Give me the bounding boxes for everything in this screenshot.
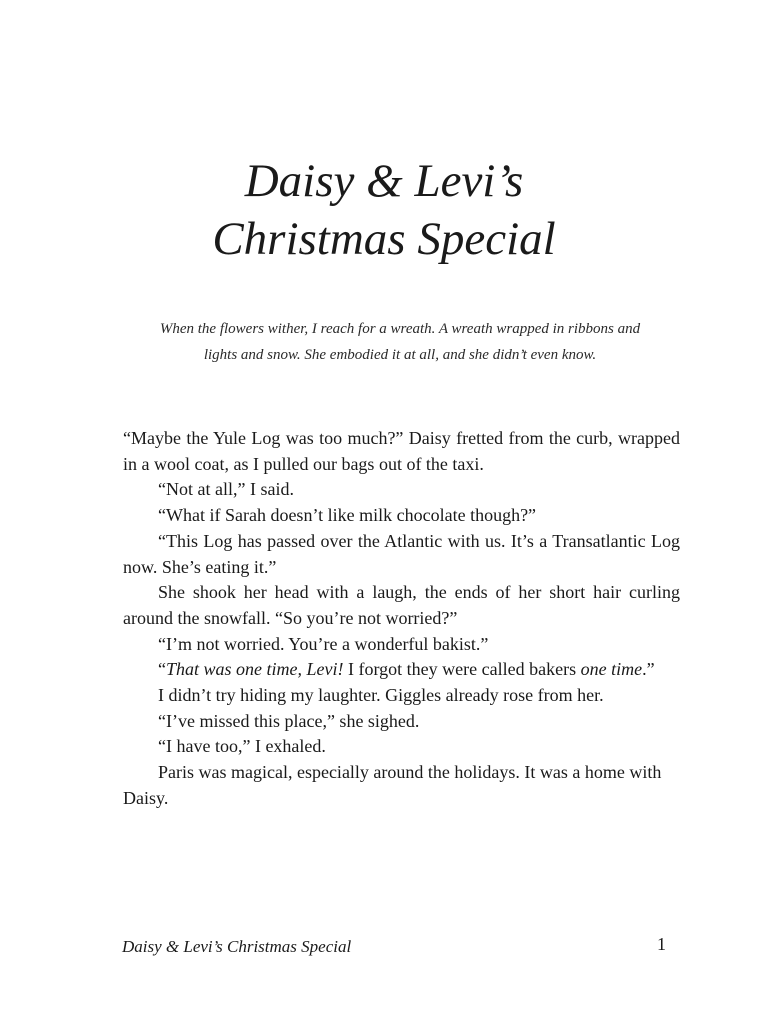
epigraph-line-2: lights and snow. She embodied it at all, and she didn’t even know. (203, 347, 597, 363)
paragraph: “This Log has passed over the Atlantic with us. It’s a Transatlantic Log now. She’s eating it.” (123, 530, 680, 577)
chapter-title-line-2: Christmas Special (212, 213, 556, 265)
chapter-title-line-1: Daisy & Levi’s (244, 155, 524, 207)
paragraph-with-emphasis (123, 657, 680, 683)
emphasis-text: That was one time, Levi! (166, 659, 344, 680)
paragraph: “I’m not worried. You’re a wonderful bakist.” (158, 633, 489, 654)
open-quote: “ (158, 659, 166, 680)
epigraph-line-1: When the flowers wither, I reach for a wreath. A wreath wrapped in ribbons and (159, 321, 641, 337)
footer-book-title: Daisy & Levi’s Christmas Special (122, 937, 352, 956)
page-number: 1 (657, 934, 666, 954)
paragraph: “I’ve missed this place,” she sighed. (158, 710, 420, 731)
paragraph: “I have too,” I exhaled. (158, 736, 326, 757)
paragraph: “Not at all,” I said. (158, 479, 294, 500)
body-text (123, 426, 680, 812)
paragraph-text: I forgot they were called bakers (343, 659, 581, 680)
epigraph (120, 316, 680, 368)
paragraph: She shook her head with a laugh, the ends of her short hair curling around the snowfall. “So you’re not worried?” (123, 582, 680, 628)
paragraph: Paris was magical, especially around the holidays. It was a home with Daisy. (123, 762, 662, 808)
paragraph-text: .” (642, 659, 655, 680)
emphasis-text: one time (580, 659, 643, 680)
paragraph: I didn’t try hiding my laughter. Giggles already rose from her. (158, 685, 604, 706)
paragraph: “What if Sarah doesn’t like milk chocolate though?” (158, 505, 537, 526)
paragraph: “Maybe the Yule Log was too much?” Daisy fretted from the curb, wrapped in a wool coat, as I pulled our bags out of the taxi. (123, 428, 680, 474)
